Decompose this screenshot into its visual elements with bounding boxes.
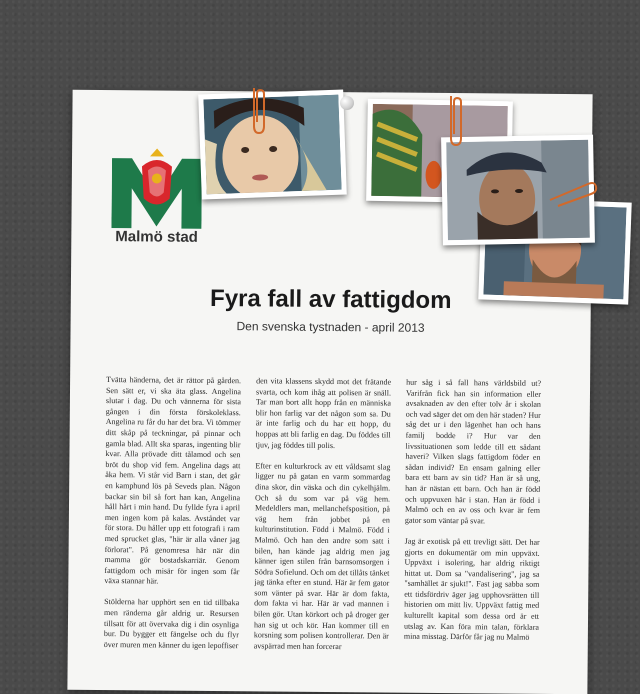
paperclip-icon bbox=[248, 86, 268, 136]
paperclip-icon bbox=[548, 178, 598, 208]
thumbtack-icon bbox=[340, 96, 354, 110]
article-column-2: den vita klassens skydd mot det frätande svarta, och kom ihåg att polisen är snäll. Tar man bort allt hopp från en människa blir hon farlig var det någon som sa. Du är inte farlig och du har ett hopp, du hoppas att bli farlig en dag. Du föddes till tjuv, jag föddes till polis. Efter en kulturkrock av ett våldsamt slag ligger nu på gatan en varm sommardag dina skor, din väska och din cykelhjälm. Och så du som var på väg hem. Medeldlers man, mellanchefsposition, på väg hem från jobbet på en kulturinstitution. Född i Malmö. Född i Malmö. Och han den andre som satt i bilen, han kände jag aldrig men jag känner igen stilen från barnsomsorgen i Södra Sofielund. Och om det tillåts tänket jag tänka efter en stund. Här är fem gator som vänter på svar. Här är dom fakta, dom fakta vi har. Här är vad mannen i bilen gör. Utan körkort och på droger ger han sig ut och kör. Han kommer till en korsning som polisen kontrollerar. Den är avspärrad men han forcerar bbox=[253, 376, 392, 651]
photo-crying-child bbox=[198, 90, 347, 200]
paperclip-icon bbox=[445, 94, 465, 149]
malmo-stad-logo bbox=[111, 148, 202, 229]
logo-name: Malmö stad bbox=[115, 228, 198, 246]
page-subtitle: Den svenska tystnaden - april 2013 bbox=[236, 319, 425, 335]
page-title: Fyra fall av fattigdom bbox=[209, 284, 452, 315]
article-column-3: hur såg i så fall hans världsbild ut? Varifrån fick han sin information eller avsaknaden av den efter tolv år i skolan och vad säger det om den här staden? Hur såg det ur i den lägenhet han och hans familj bodde i? Hur var den livssituationen som ledde till ett sådant haveri? Vilken slags fattigdom föder en sådan individ? En ensam galning eller bara ett barn av sin tid? Han är så ung, han är nästan ett barn. Och han är född och uppvuxen här i stan. Han är född i Malmö och en av oss och kvar är fem gator som väntar på svar. Jag är exotisk på ett trevligt sätt. Det har gjorts en dokumentär om min uppväxt. Uppväxt i isolering, har aldrig riktigt hittat ut. Dom sa "vandalisering", jag sa "samhället är sjukt!". Fast jag sabba som ett tidsfördriv äger jag upphovsrätten till historien om mitt liv. Uppväxt fattig med kulturellt kapital som dessa ord är ett utslag av. Kan föra min talan, förklara mina misstag. Därför får jag nu Malmö bbox=[403, 377, 542, 642]
article-column-1: Tvätta händerna, det är rättor på gården. Sen sätt er, vi ska äta glass. Angelina slutar i dag. Du och vännerna för sista gången i din första förskoleklass. Angelina ru får du har det bra. Vi tömmer ditt skåp på teckningar, på pinnar och gamla blad. Allt ska sparas, ingenting blir kvar. Alla prövade ditt tålamod och sen bröt du shop vid fem. Angelina dags att åka hem. Vi står vid Barn i stan, det går en kamphund lös på Seveds plan. Någon backar sin bil så fort han kan, Angelina håll hårt i min hand. Du fyllde fyra i april men ingen kom på kalas. Avståndet var för stora. Du håller upp ett fotografi i ram med sprucket glas, "här är alla våner jag förlorat". På genomresa här när din mamma gör bostadskarriär. Genom fattigdom och misär för ingen som får växa stannar här. Stölderna har upphört sen en tid tillbaka men ränderna går aldrig ur. Resursen tillsatt för att övervaka dig i din osynliga bur. Du bygger ett fängelse och du flyr över muren men känner du igen lepoffiser bbox=[103, 375, 242, 651]
